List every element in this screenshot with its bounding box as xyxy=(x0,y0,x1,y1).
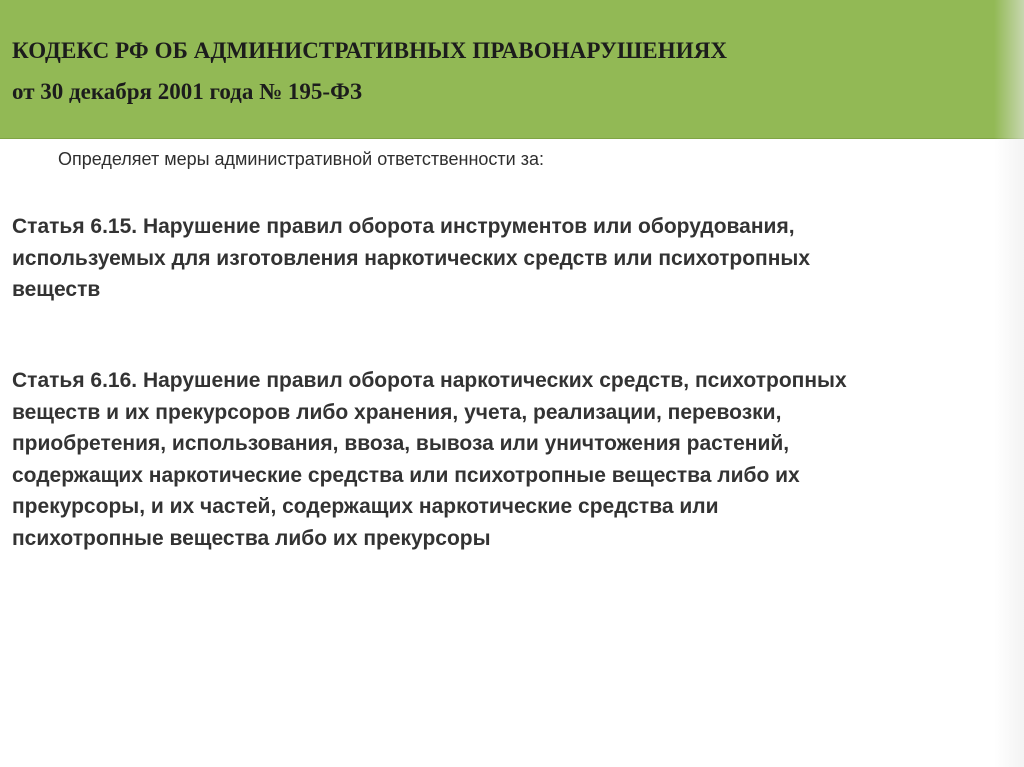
article-line: содержащих наркотические средства или психотропные вещества либо их xyxy=(12,463,800,487)
page-subtitle: от 30 декабря 2001 года № 195-ФЗ xyxy=(12,79,362,104)
article-line: веществ xyxy=(12,278,101,301)
article-line: приобретения, использования, ввоза, вывоза или уничтожения растений, xyxy=(12,432,790,455)
page-title: КОДЕКС РФ ОБ АДМИНИСТРАТИВНЫХ ПРАВОНАРУШЕНИЯХ xyxy=(12,38,728,63)
article-line: прекурсоры, и их частей, содержащих наркотические средства или xyxy=(12,495,719,518)
header-banner xyxy=(0,0,1024,139)
article-line: веществ и их прекурсоров либо хранения, учета, реализации, перевозки, xyxy=(12,400,782,424)
article-6-16 xyxy=(12,365,1012,554)
article-line: психотропные вещества либо их прекурсоры xyxy=(12,526,491,550)
article-line: используемых для изготовления наркотических средств или психотропных xyxy=(12,246,811,270)
article-line: Статья 6.16. Нарушение правил оборота наркотических средств, психотропных xyxy=(12,369,847,392)
intro-text: Определяет меры административной ответственности за: xyxy=(58,149,544,169)
article-6-15 xyxy=(12,211,1012,306)
article-line: Статья 6.15. Нарушение правил оборота инструментов или оборудования, xyxy=(12,215,795,238)
